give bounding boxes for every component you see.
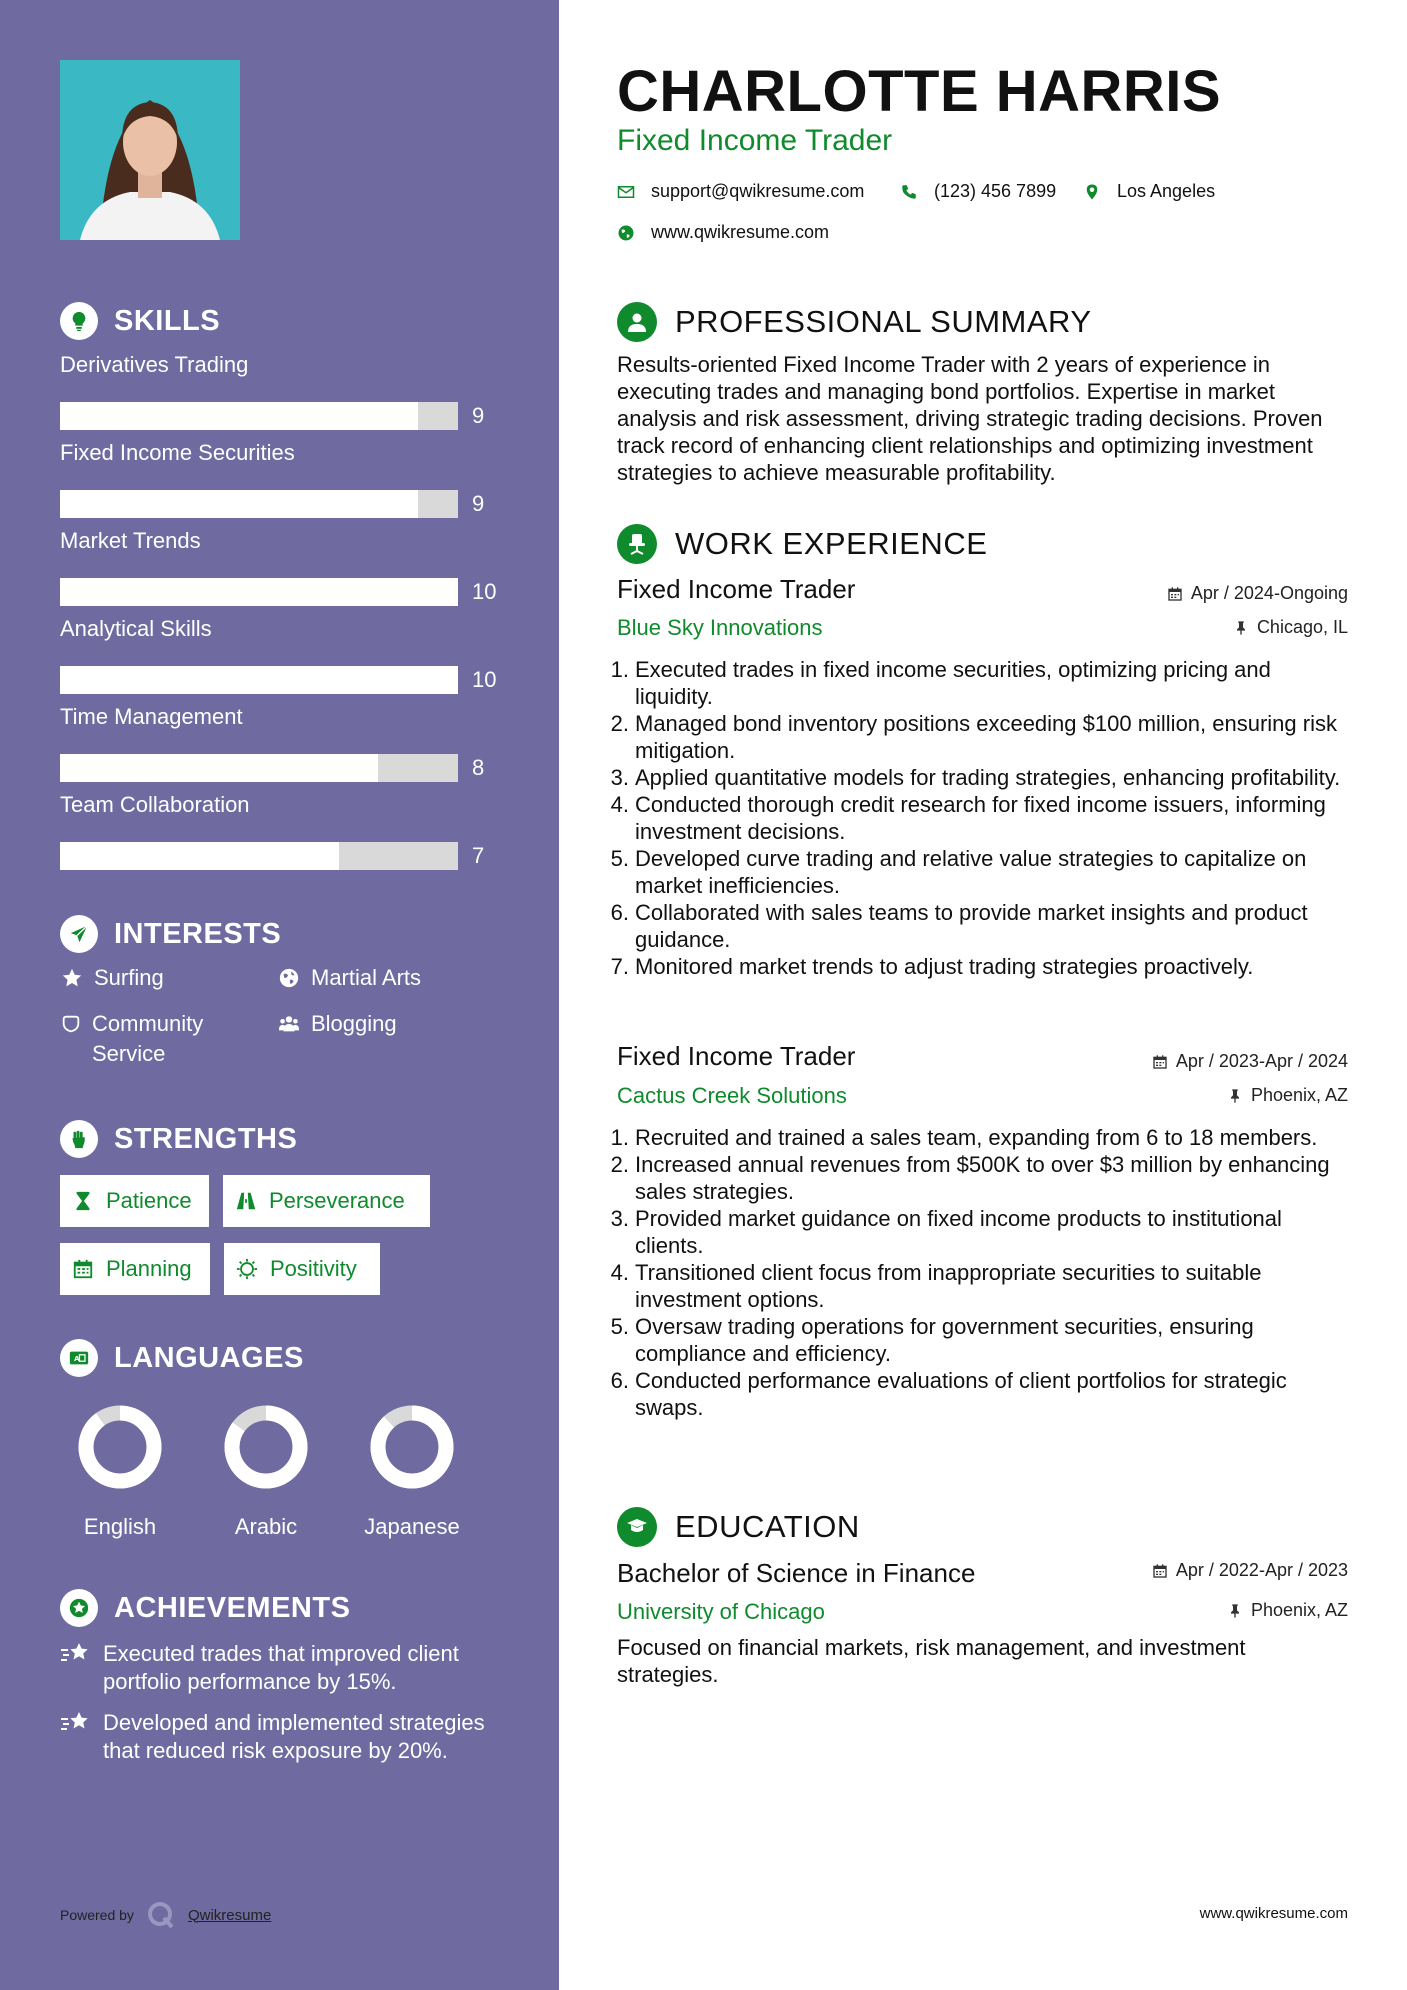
strength-badge: Positivity <box>224 1243 380 1295</box>
skill-item <box>60 792 500 868</box>
skill-item <box>60 440 500 516</box>
languages-heading: A LANGUAGES <box>60 1339 304 1377</box>
job-bullet-list <box>610 656 1350 980</box>
heart-icon <box>60 1009 82 1039</box>
skill-level: 10 <box>472 579 497 604</box>
calendar-icon <box>1152 1054 1168 1070</box>
education-heading: EDUCATION <box>617 1507 860 1547</box>
language-name: Arabic <box>234 1514 298 1539</box>
interest-item: Blogging <box>277 1009 397 1039</box>
skill-name: Market Trends <box>60 528 201 553</box>
job-title: Fixed Income Trader <box>617 1041 856 1071</box>
language-donut <box>75 1402 165 1492</box>
calendar-icon <box>72 1258 94 1280</box>
skill-bar <box>60 578 458 606</box>
candidate-name: CHARLOTTE HARRIS <box>617 59 1222 124</box>
pushpin-icon <box>1227 1603 1243 1619</box>
list-item: 3. Applied quantitative models for trading strategies, enhancing profitability. <box>610 765 1341 790</box>
interests-heading: INTERESTS <box>60 915 281 953</box>
contact-location: Los Angeles <box>1083 181 1215 202</box>
education-description: Focused on financial markets, risk management, and investment strategies. <box>617 1635 1246 1687</box>
pushpin-icon <box>1233 620 1249 636</box>
language-item <box>342 1402 482 1540</box>
user-icon <box>617 302 657 342</box>
skill-level: 9 <box>472 491 485 516</box>
school-name: University of Chicago <box>617 1599 825 1624</box>
interest-item: Martial Arts <box>277 963 421 993</box>
sun-icon <box>236 1258 258 1280</box>
language-icon <box>60 1339 98 1377</box>
pushpin-icon <box>1227 1088 1243 1104</box>
strength-badge: Planning <box>60 1243 210 1295</box>
skill-item <box>60 352 500 428</box>
skill-name: Analytical Skills <box>60 616 212 641</box>
skill-bar-fill <box>60 578 458 606</box>
road-icon <box>235 1190 257 1212</box>
globe-icon <box>277 963 301 993</box>
shooting-star-icon <box>60 1709 92 1737</box>
hourglass-icon <box>72 1190 94 1212</box>
degree-title: Bachelor of Science in Finance <box>617 1558 976 1588</box>
language-item <box>50 1402 190 1540</box>
interest-item: Community Service <box>60 1009 240 1069</box>
summary-heading: PROFESSIONAL SUMMARY <box>617 302 1092 342</box>
contact-phone[interactable]: (123) 456 7899 <box>900 181 1056 202</box>
skill-item <box>60 704 500 780</box>
footer-website[interactable]: www.qwikresume.com <box>1199 1905 1348 1922</box>
achievement-item: Developed and implemented strategies that reduced risk exposure by 20%. <box>60 1709 510 1765</box>
lightbulb-icon <box>60 302 98 340</box>
job-bullet-list <box>610 1124 1350 1421</box>
globe-icon <box>617 224 635 242</box>
skill-bar <box>60 754 458 782</box>
list-item: 1. Executed trades in fixed income securities, optimizing pricing and liquidity. <box>610 657 1271 709</box>
skill-item <box>60 616 500 692</box>
company-name: Blue Sky Innovations <box>617 615 823 640</box>
skill-bar-fill <box>60 666 458 694</box>
contact-email[interactable]: support@qwikresume.com <box>617 181 864 202</box>
skill-bar <box>60 666 458 694</box>
language-donut <box>367 1402 457 1492</box>
list-item: 2. Increased annual revenues from $500K to over $3 million by enhancing sales strategies. <box>610 1152 1330 1204</box>
skill-bar-fill <box>60 402 418 430</box>
language-name: English <box>83 1514 157 1539</box>
phone-icon <box>900 183 918 201</box>
candidate-title: Fixed Income Trader <box>617 124 893 157</box>
strengths-heading: STRENGTHS <box>60 1120 297 1158</box>
list-item: 6. Conducted performance evaluations of client portfolios for strategic swaps. <box>610 1368 1287 1420</box>
job-location: Phoenix, AZ <box>1227 1085 1348 1106</box>
skill-bar-fill <box>60 490 418 518</box>
strength-badge: Patience <box>60 1175 209 1227</box>
job-title: Fixed Income Trader <box>617 574 856 604</box>
skill-name: Derivatives Trading <box>60 352 249 377</box>
skill-level: 7 <box>472 843 485 868</box>
contact-website[interactable]: www.qwikresume.com <box>617 222 829 243</box>
powered-by: Powered by Qwikresume <box>60 1900 271 1930</box>
skill-level: 8 <box>472 755 485 780</box>
language-donut <box>221 1402 311 1492</box>
summary-text: Results-oriented Fixed Income Trader with 2 years of experience in executing trades and managing bond portfolios. Expertise in market analysis and risk assessment, driving strategic trading decisions. Proven track record of enhancing client relationships and optimizing investment strategies to achieve measurable profitability. <box>617 352 1323 485</box>
list-item: 7. Monitored market trends to adjust trading strategies proactively. <box>610 954 1254 979</box>
skill-name: Fixed Income Securities <box>60 440 295 465</box>
skill-bar <box>60 402 458 430</box>
skill-bar <box>60 842 458 870</box>
calendar-icon <box>1152 1563 1168 1579</box>
interest-item: Surfing <box>60 963 164 993</box>
graduate-icon <box>617 1507 657 1547</box>
office-chair-icon <box>617 524 657 564</box>
envelope-icon <box>617 183 635 201</box>
paper-plane-icon <box>60 915 98 953</box>
skills-heading: SKILLS <box>60 302 220 340</box>
list-item: 5. Oversaw trading operations for government securities, ensuring compliance and efficiency. <box>610 1314 1254 1366</box>
skill-bar-fill <box>60 842 339 870</box>
map-pin-icon <box>1083 183 1101 201</box>
list-item: 3. Provided market guidance on fixed income products to institutional clients. <box>610 1206 1282 1258</box>
list-item: 5. Developed curve trading and relative value strategies to capitalize on market inefficiencies. <box>610 846 1307 898</box>
job-location: Chicago, IL <box>1233 617 1348 638</box>
skill-bar <box>60 490 458 518</box>
qwikresume-link[interactable]: Qwikresume <box>187 1906 272 1924</box>
list-item: 2. Managed bond inventory positions exceeding $100 million, ensuring risk mitigation. <box>610 711 1337 763</box>
education-dates: Apr / 2022-Apr / 2023 <box>1152 1560 1348 1581</box>
education-location: Phoenix, AZ <box>1227 1600 1348 1621</box>
list-item: 4. Conducted thorough credit research for fixed income issuers, informing investment decisions. <box>610 792 1326 844</box>
fist-icon <box>60 1120 98 1158</box>
language-name: Japanese <box>364 1514 460 1539</box>
skill-bar-fill <box>60 754 378 782</box>
profile-photo <box>60 60 240 240</box>
skill-level: 9 <box>472 403 485 428</box>
calendar-icon <box>1167 586 1183 602</box>
skill-item <box>60 528 500 604</box>
svg-text:A: A <box>73 1354 81 1364</box>
experience-heading: WORK EXPERIENCE <box>617 524 987 564</box>
sidebar <box>0 0 559 1990</box>
shooting-star-icon <box>60 1640 92 1668</box>
job-dates: Apr / 2024-Ongoing <box>1167 583 1348 604</box>
language-item <box>196 1402 336 1540</box>
company-name: Cactus Creek Solutions <box>617 1083 847 1108</box>
strength-badge: Perseverance <box>223 1175 430 1227</box>
achievements-heading: ACHIEVEMENTS <box>60 1589 350 1627</box>
qwikresume-logo-icon <box>146 1900 176 1930</box>
users-icon <box>277 1009 301 1039</box>
skill-name: Team Collaboration <box>60 792 250 817</box>
job-dates: Apr / 2023-Apr / 2024 <box>1152 1051 1348 1072</box>
achievement-item: Executed trades that improved client portfolio performance by 15%. <box>60 1640 510 1696</box>
list-item: 4. Transitioned client focus from inappropriate securities to suitable investment options. <box>610 1260 1262 1312</box>
list-item: 1. Recruited and trained a sales team, expanding from 6 to 18 members. <box>610 1125 1318 1150</box>
skill-name: Time Management <box>60 704 243 729</box>
award-star-icon <box>60 1589 98 1627</box>
skill-level: 10 <box>472 667 497 692</box>
list-item: 6. Collaborated with sales teams to provide market insights and product guidance. <box>610 900 1308 952</box>
star-icon <box>60 963 84 993</box>
